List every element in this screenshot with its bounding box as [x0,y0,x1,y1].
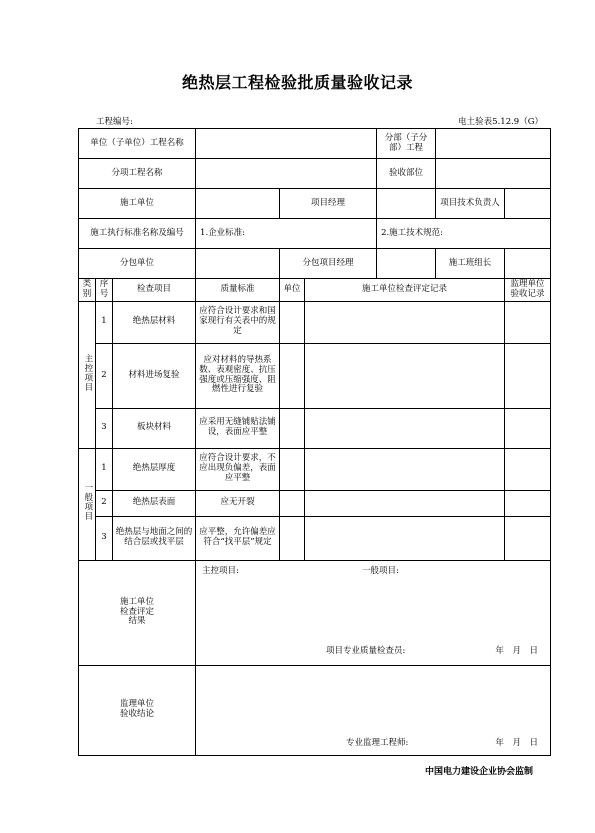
supervision-conclusion-text: 监理单位验收结论 [120,699,155,720]
sub-item-label: 分项工程名称 [79,159,196,189]
main-item-3-seq: 3 [96,408,113,448]
col-category: 类别 [79,279,96,302]
main-item-2-supervision[interactable] [505,343,551,408]
result-field[interactable] [196,560,551,665]
main-item-3-standard: 应采用无缝铺贴法铺设，表面应平整 [196,408,280,448]
general-item-3-standard: 应平整，允许偏差应符合“找平层”规定 [196,516,280,560]
construction-unit-field[interactable] [196,189,280,219]
acceptance-form [78,128,551,756]
page-title: 绝热层工程检验批质量验收记录 [181,73,413,92]
unit-name-label: 单位（子单位）工程名称 [79,129,196,159]
col-item: 检查项目 [113,279,196,302]
result-general-label: 一般项目: [362,565,399,576]
main-item-2-standard: 应对材料的导热系数、表观密度、抗压强度或压缩强度、阻燃性进行复验 [196,343,280,408]
general-item-1-record[interactable] [305,448,505,490]
main-item-1-unit[interactable] [280,301,305,343]
table-row [79,448,551,490]
general-item-3-supervision[interactable] [505,516,551,560]
main-item-3-record[interactable] [305,408,505,448]
construction-spec-field[interactable]: 2.施工技术规范: [377,219,551,249]
construction-unit-label: 施工单位 [79,189,196,219]
table-row [79,301,551,343]
main-item-1-supervision[interactable] [505,301,551,343]
general-item-2-supervision[interactable] [505,490,551,516]
subcontract-manager-field[interactable] [377,249,436,279]
main-item-3-supervision[interactable] [505,408,551,448]
col-standard: 质量标准 [196,279,280,302]
general-item-1-standard: 应符合设计要求，不应出现负偏差，表面应平整 [196,448,280,490]
team-leader-field[interactable] [505,249,551,279]
enterprise-standard-field[interactable]: 1.企业标准: [196,219,377,249]
col-supervision: 监理单位验收记录 [505,279,551,302]
general-category-label: 一般项目 [82,483,93,522]
general-item-2-seq: 2 [96,490,113,516]
subcontract-unit-label: 分包单位 [79,249,196,279]
general-item-2-record[interactable] [305,490,505,516]
table-row [79,343,551,408]
general-item-3-seq: 3 [96,516,113,560]
inspector-label: 项目专业质量检查员: [326,645,406,656]
supervision-conclusion-field[interactable] [196,665,551,755]
main-item-2-record[interactable] [305,343,505,408]
general-item-1-name: 绝热层厚度 [113,448,196,490]
result-date-label: 年 月 日 [495,645,539,656]
main-category-cell [79,301,96,448]
project-manager-field[interactable] [377,189,436,219]
team-leader-label: 施工班组长 [436,249,505,279]
main-item-3-name: 板块材料 [113,408,196,448]
project-manager-label: 项目经理 [280,189,377,219]
subcontract-unit-field[interactable] [196,249,280,279]
table-row [79,516,551,560]
main-item-1-name: 绝热层材料 [113,301,196,343]
main-item-2-unit[interactable] [280,343,305,408]
general-item-3-unit[interactable] [280,516,305,560]
footer-supervisor: 中国电力建设企业协会监制 [424,767,533,777]
general-item-2-name: 绝热层表面 [113,490,196,516]
general-item-1-unit[interactable] [280,448,305,490]
subcontract-manager-label: 分包项目经理 [280,249,377,279]
tech-lead-label: 项目技术负责人 [436,189,505,219]
col-record: 施工单位检查评定记录 [305,279,505,302]
col-seq: 序号 [96,279,113,302]
main-item-2-seq: 2 [96,343,113,408]
general-item-3-record[interactable] [305,516,505,560]
general-item-1-supervision[interactable] [505,448,551,490]
engineer-label: 专业监理工程师: [346,737,409,748]
general-item-1-seq: 1 [96,448,113,490]
unit-name-field[interactable] [196,129,377,159]
sub-item-field[interactable] [196,159,377,189]
result-label [79,560,196,665]
main-item-1-standard: 应符合设计要求和国家现行有关表中的规定 [196,301,280,343]
standard-label: 施工执行标准名称及编号 [79,219,196,249]
general-category-cell [79,448,96,560]
main-item-1-record[interactable] [305,301,505,343]
result-label-text: 施工单位检查评定结果 [120,596,155,627]
table-row [79,408,551,448]
form-code: 电土验表5.12.9（G） [458,117,543,127]
supervision-conclusion-label [79,665,196,755]
division-label: 分部（子分部）工程 [377,129,436,159]
general-item-2-standard: 应无开裂 [196,490,280,516]
table-row [79,490,551,516]
tech-lead-field[interactable] [505,189,551,219]
main-item-3-unit[interactable] [280,408,305,448]
main-item-1-seq: 1 [96,301,113,343]
result-main-label: 主控项目: [202,565,239,576]
general-item-2-unit[interactable] [280,490,305,516]
main-category-label: 主控项目 [82,353,93,392]
supervision-date-label: 年 月 日 [495,737,539,748]
division-field[interactable] [436,129,551,159]
acceptance-part-field[interactable] [436,159,551,189]
acceptance-part-label: 验收部位 [377,159,436,189]
project-number-label: 工程编号: [96,117,133,127]
col-unit: 单位 [280,279,305,302]
general-item-3-name: 绝热层与地面之间的结合层或找平层 [113,516,196,560]
main-item-2-name: 材料进场复验 [113,343,196,408]
